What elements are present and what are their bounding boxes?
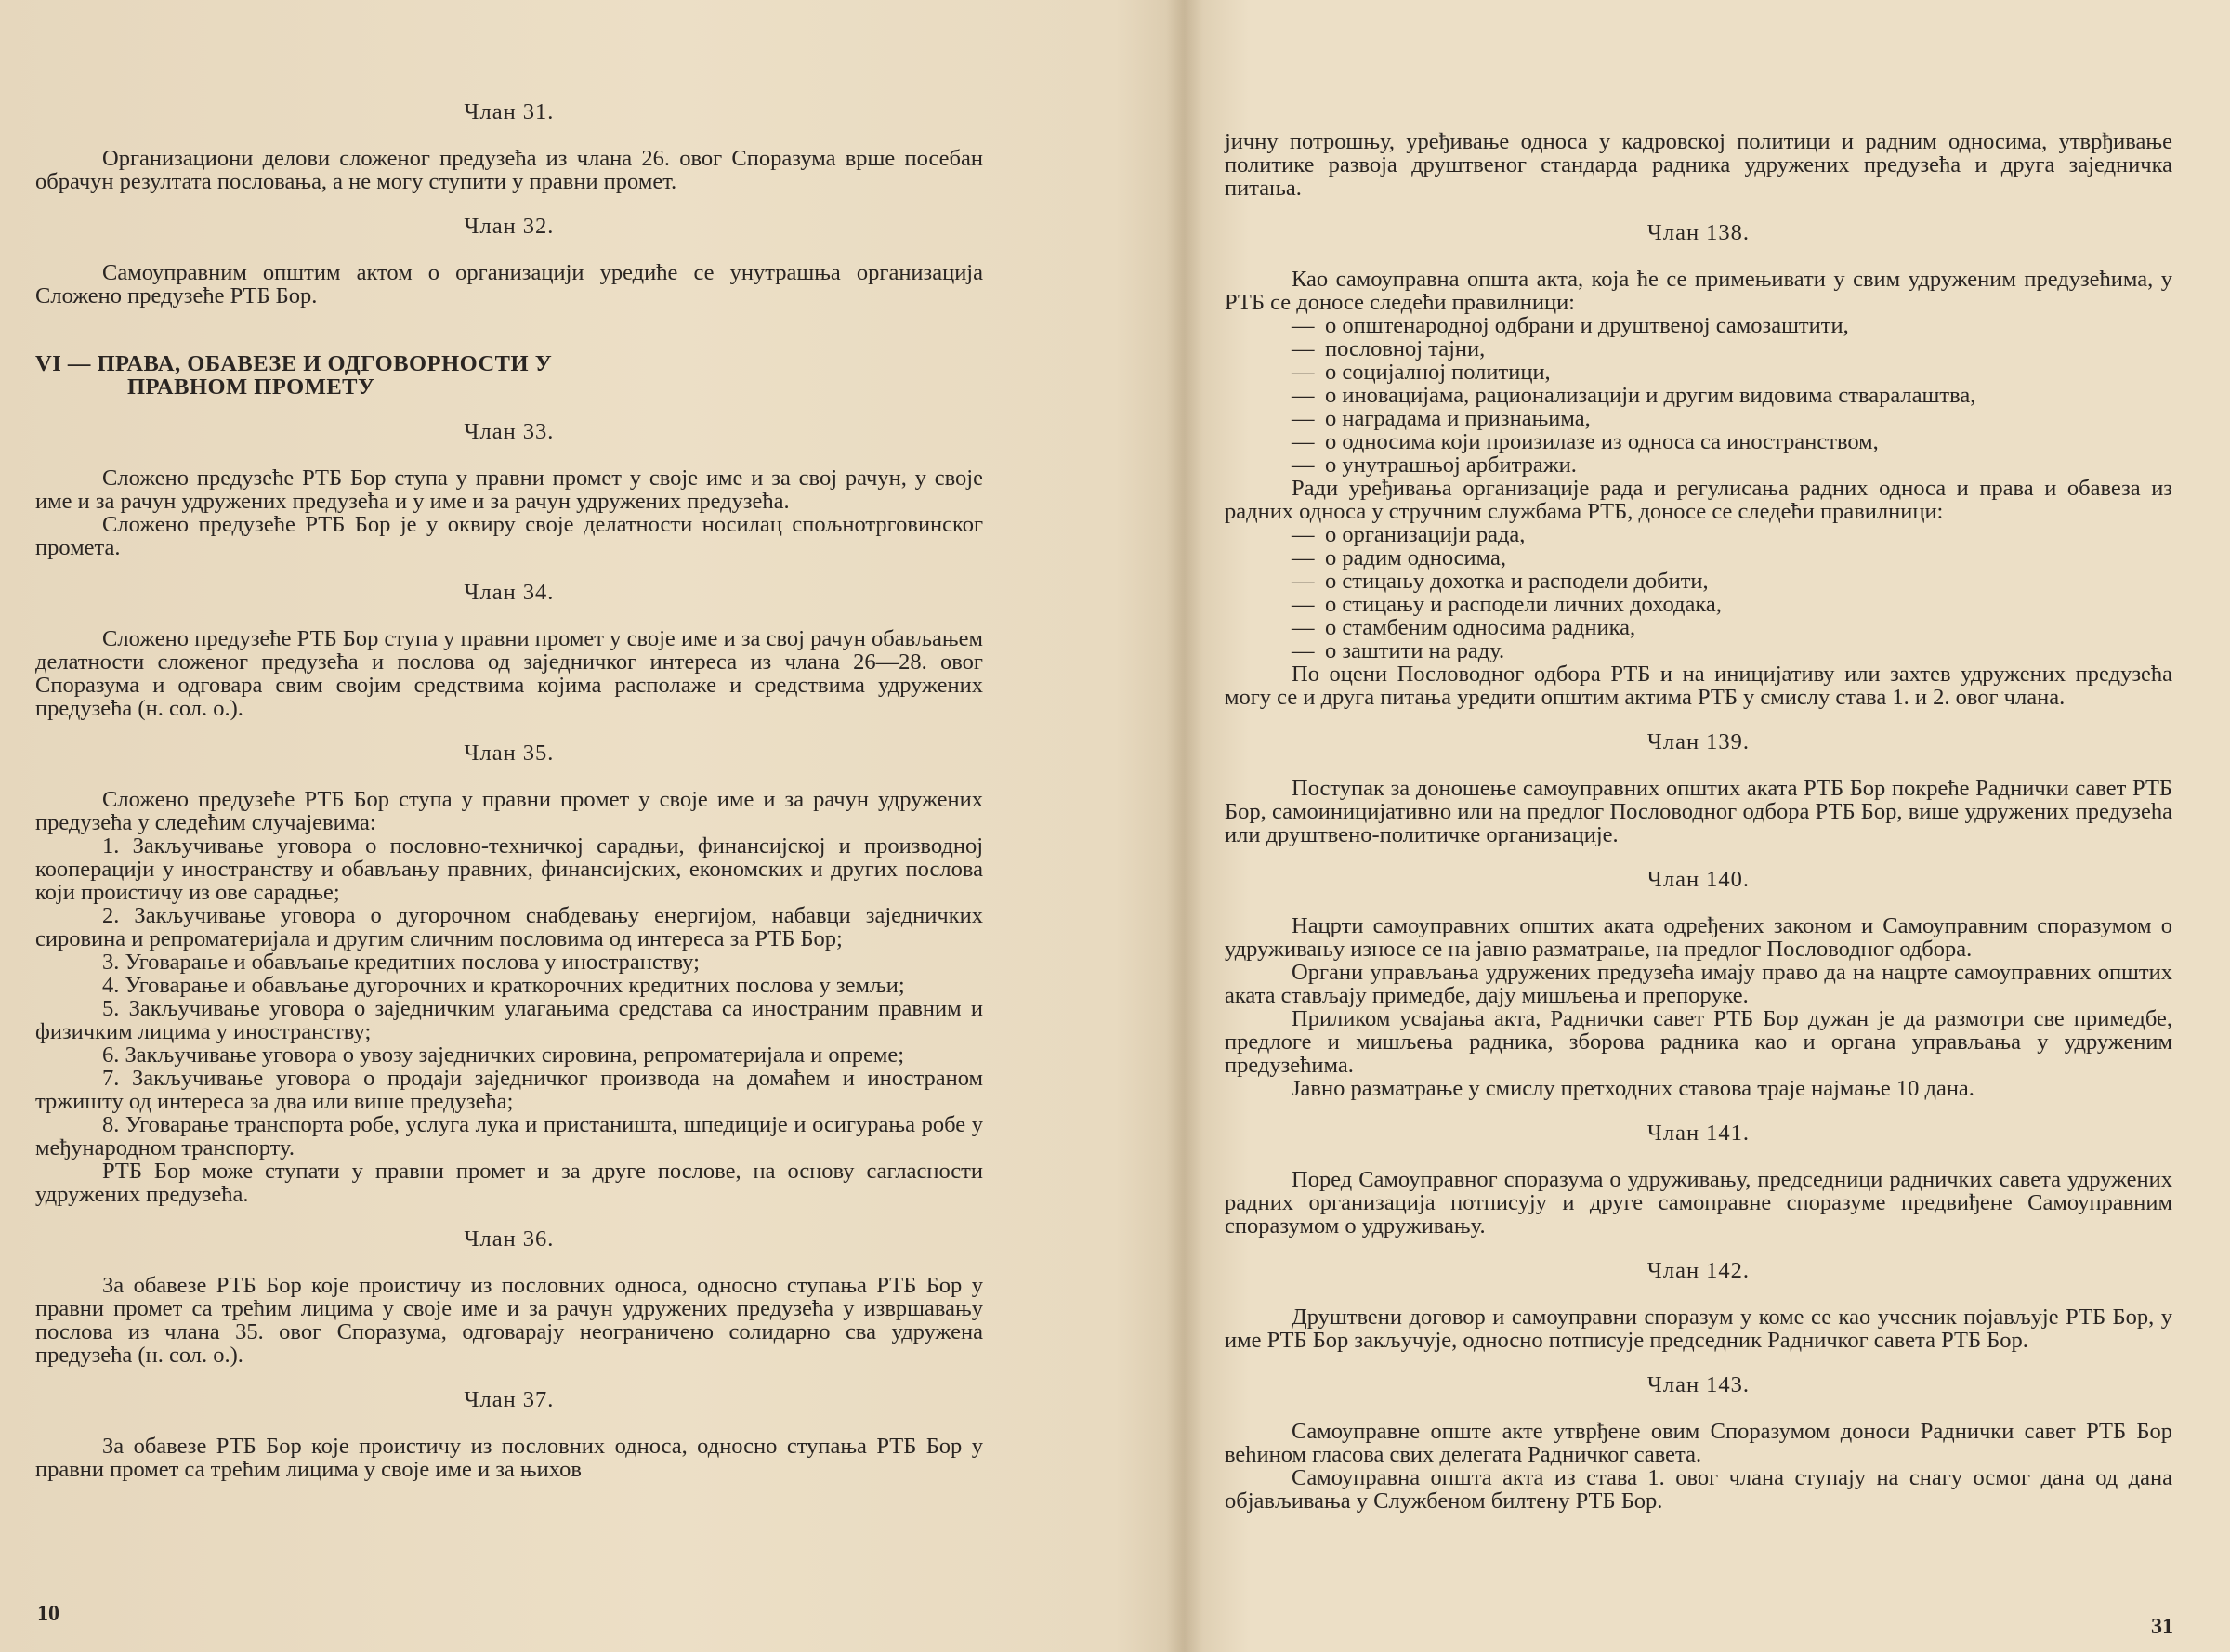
paragraph: Самоуправне опште акте утврђене овим Споразумом доноси Раднички савет РТБ Бор већином гласова свих делегата Радничког савета.	[1225, 1419, 2172, 1467]
paragraph: Сложено предузеће РТБ Бор је у оквиру своје делатности носилац спољнотрговинског промета.	[35, 512, 983, 560]
list-item: — о радим односима,	[1292, 545, 1507, 570]
paragraph: Друштвени договор и самоуправни споразум у коме се као учесник појављује РТБ Бор, у име РТБ Бор закључује, односно потписује председник Радничког савета РТБ Бор.	[1225, 1305, 2172, 1353]
paragraph: Јавно разматрање у смислу претходних ставова траје најмање 10 дана.	[1292, 1076, 1974, 1101]
paragraph: Сложено предузеће РТБ Бор ступа у правни промет у своје име и за свој рачун обављањем делатности сложеног предузећа и послова од заједничког интереса из члана 26—28. овог Споразума и одговара свим својим средствима којима располаже и средствима удружених предузећа (н. сол. о.).	[35, 626, 983, 721]
list-item-text: о социјалној политици,	[1325, 360, 1551, 385]
paragraph: 2. Закључивање уговора о дугорочном снабдевању енергијом, набавци заједничких сировина и репроматеријала и другим сличним пословима од интереса за РТБ Бор;	[35, 903, 983, 951]
section-heading-line: ПРАВНОМ ПРОМЕТУ	[127, 374, 375, 400]
book-gutter	[1166, 0, 1203, 1652]
paragraph: 4. Уговарање и обављање дугорочних и краткорочних кредитних послова у земљи;	[102, 973, 905, 998]
article-heading: Члан 143.	[1646, 1372, 1751, 1397]
paragraph: 5. Закључивање уговора о заједничким улагањима средстава са иностраним правним и физичким лицима у иностранству;	[35, 996, 983, 1044]
list-item: — о организацији рада,	[1292, 522, 1526, 547]
section-heading	[35, 352, 983, 399]
paragraph: Поред Самоуправног споразума о удруживању, председници радничких савета удружених радних организација потписују и друге самоправне споразуме предвиђене Самоуправним споразумом о удруживању.	[1225, 1167, 2172, 1239]
paragraph: Органи управљања удружених предузећа имају право да на нацрте самоуправних општих аката стављају примедбе, дају мишљења и препоруке.	[1225, 960, 2172, 1008]
article-heading: Члан 34.	[464, 580, 555, 605]
list-item: — о општенародној одбрани и друштвеној самозаштити,	[1292, 313, 1849, 338]
article-heading: Члан 32.	[464, 214, 555, 239]
paragraph: Ради уређивања организације рада и регулисања радних односа и права и обавеза из радних односа у стручним службама РТБ, доносе се следећи правилници:	[1225, 476, 2172, 524]
left-page-number: 10	[37, 1602, 59, 1626]
article-heading: Члан 140.	[1646, 867, 1751, 892]
article-heading: Члан 138.	[1646, 220, 1751, 245]
list-item-text: о односима који произилазе из односа са иностранством,	[1325, 429, 1879, 454]
list-item-text: о радим односима,	[1325, 545, 1507, 570]
list-item: — о наградама и признањима,	[1292, 406, 1591, 431]
list-item-text: о наградама и признањима,	[1325, 406, 1591, 431]
article-heading: Члан 139.	[1646, 729, 1751, 754]
section-heading-line: VI — ПРАВА, ОБАВЕЗЕ И ОДГОВОРНОСТИ У	[35, 351, 553, 376]
list-item-text: о иновацијама, рационализацији и другим видовима стваралаштва,	[1325, 383, 1976, 408]
list-item: — о иновацијама, рационализацији и другим видовима стваралаштва,	[1292, 383, 1976, 408]
paragraph: По оцени Пословодног одбора РТБ и на иницијативу или захтев удружених предузећа могу се и друга питања уредити општим актима РТБ у смислу става 1. и 2. овог члана.	[1225, 662, 2172, 710]
list-item-text: о стицању и расподели личних доходака,	[1325, 592, 1722, 617]
paragraph: 6. Закључивање уговора о увозу заједничких сировина, репроматеријала и опреме;	[102, 1042, 905, 1068]
paragraph: Сложено предузеће РТБ Бор ступа у правни промет у своје име и за свој рачун, у своје име и за рачун удружених предузећа и у име и за рачун удружених предузећа.	[35, 465, 983, 514]
paragraph: За обавезе РТБ Бор које проистичу из пословних односа, односно ступања РТБ Бор у правни промет са трећим лицима у своје име и за њихов	[35, 1434, 983, 1482]
paragraph: Као самоуправна општа акта, која ће се примењивати у свим удруженим предузећима, у РТБ се доносе следећи правилници:	[1225, 267, 2172, 315]
list-item: — о социјалној политици,	[1292, 360, 1551, 385]
paragraph: 1. Закључивање уговора о пословно-техничкој сарадњи, финансијској и производној кооперацији у иностранству и обављању правних, финансијских, економских и других послова који проистичу из ове сарадње;	[35, 833, 983, 905]
right-page-text	[1225, 130, 2172, 1513]
left-page-text	[35, 100, 983, 1481]
paragraph: 8. Уговарање транспорта робе, услуга лука и пристаништа, шпедиције и осигурања робе у међународном транспорту.	[35, 1112, 983, 1160]
list-item: — пословној тајни,	[1292, 336, 1486, 361]
paragraph: Поступак за доношење самоуправних општих аката РТБ Бор покреће Раднички савет РТБ Бор, самоиницијативно или на предлог Пословодног одбора РТБ Бор, више удружених предузећа или друштвено-политичке организације.	[1225, 776, 2172, 847]
paragraph: Сложено предузеће РТБ Бор ступа у правни промет у своје име и за рачун удружених предузећа у следећим случајевима:	[35, 787, 983, 835]
list-item-text: о стамбеним односима радника,	[1325, 615, 1636, 640]
list-item: — о унутрашњој арбитражи.	[1292, 452, 1577, 478]
paragraph: Организациони делови сложеног предузећа из члана 26. овог Споразума врше посебан обрачун резултата пословања, а не могу ступити у правни промет.	[35, 146, 983, 194]
paragraph: Приликом усвајања акта, Раднички савет РТБ Бор дужан је да размотри све примедбе, предлоге и мишљења радника, зборова радника као и органа управљања у удруженим предузећима.	[1225, 1006, 2172, 1078]
article-heading: Члан 37.	[464, 1387, 555, 1412]
list-item-text: о општенародној одбрани и друштвеној самозаштити,	[1325, 313, 1849, 338]
list-item-text: о унутрашњој арбитражи.	[1325, 452, 1577, 478]
continued-paragraph: јичну потрошњу, уређивање односа у кадровској политици и радним односима, утврђивање политике развоја друштвеног стандарда радника удружених предузећа и друга заједничка питања.	[1225, 129, 2172, 201]
list-item: — о односима који произилазе из односа са иностранством,	[1292, 429, 1879, 454]
list-item: — о стицању и расподели личних доходака,	[1292, 592, 1722, 617]
paragraph: Самоуправна општа акта из става 1. овог члана ступају на снагу осмог дана од дана објављивања у Службеном билтену РТБ Бор.	[1225, 1465, 2172, 1514]
article-heading: Члан 35.	[464, 741, 555, 766]
article-heading: Члан 36.	[464, 1226, 555, 1252]
paragraph: 3. Уговарање и обављање кредитних послова у иностранству;	[102, 950, 700, 975]
list-item-text: о стицању дохотка и расподели добити,	[1325, 569, 1709, 594]
right-page-number: 31	[2151, 1615, 2173, 1639]
list-item: — о стамбеним односима радника,	[1292, 615, 1636, 640]
article-heading: Члан 142.	[1646, 1258, 1751, 1283]
list-item: — о заштити на раду.	[1292, 638, 1505, 663]
list-item-text: о заштити на раду.	[1325, 638, 1505, 663]
paragraph: 7. Закључивање уговора о продаји заједничког производа на домаћем и иностраном тржишту од интереса за два или више предузећа;	[35, 1066, 983, 1114]
article-heading: Члан 33.	[464, 419, 555, 444]
list-item-text: о организацији рада,	[1325, 522, 1526, 547]
list-item: — о стицању дохотка и расподели добити,	[1292, 569, 1709, 594]
article-heading: Члан 141.	[1646, 1121, 1751, 1146]
paragraph: РТБ Бор може ступати у правни промет и за друге послове, на основу сагласности удружених предузећа.	[35, 1159, 983, 1207]
paragraph: Нацрти самоуправних општих аката одређених законом и Самоуправним споразумом о удруживању износе се на јавно разматрање, на предлог Пословодног одбора.	[1225, 913, 2172, 962]
paragraph: За обавезе РТБ Бор које проистичу из пословних односа, односно ступања РТБ Бор у правни промет са трећим лицима у своје име и за рачун удружених предузећа у извршавању послова из члана 35. овог Споразума, одговарају неограничено солидарно сва удружена предузећа (н. сол. о.).	[35, 1273, 983, 1368]
paragraph: Самоуправним општим актом о организацији уредиће се унутрашња организација Сложено предузеће РТБ Бор.	[35, 260, 983, 308]
article-heading: Члан 31.	[464, 99, 555, 125]
list-item-text: пословној тајни,	[1325, 336, 1486, 361]
